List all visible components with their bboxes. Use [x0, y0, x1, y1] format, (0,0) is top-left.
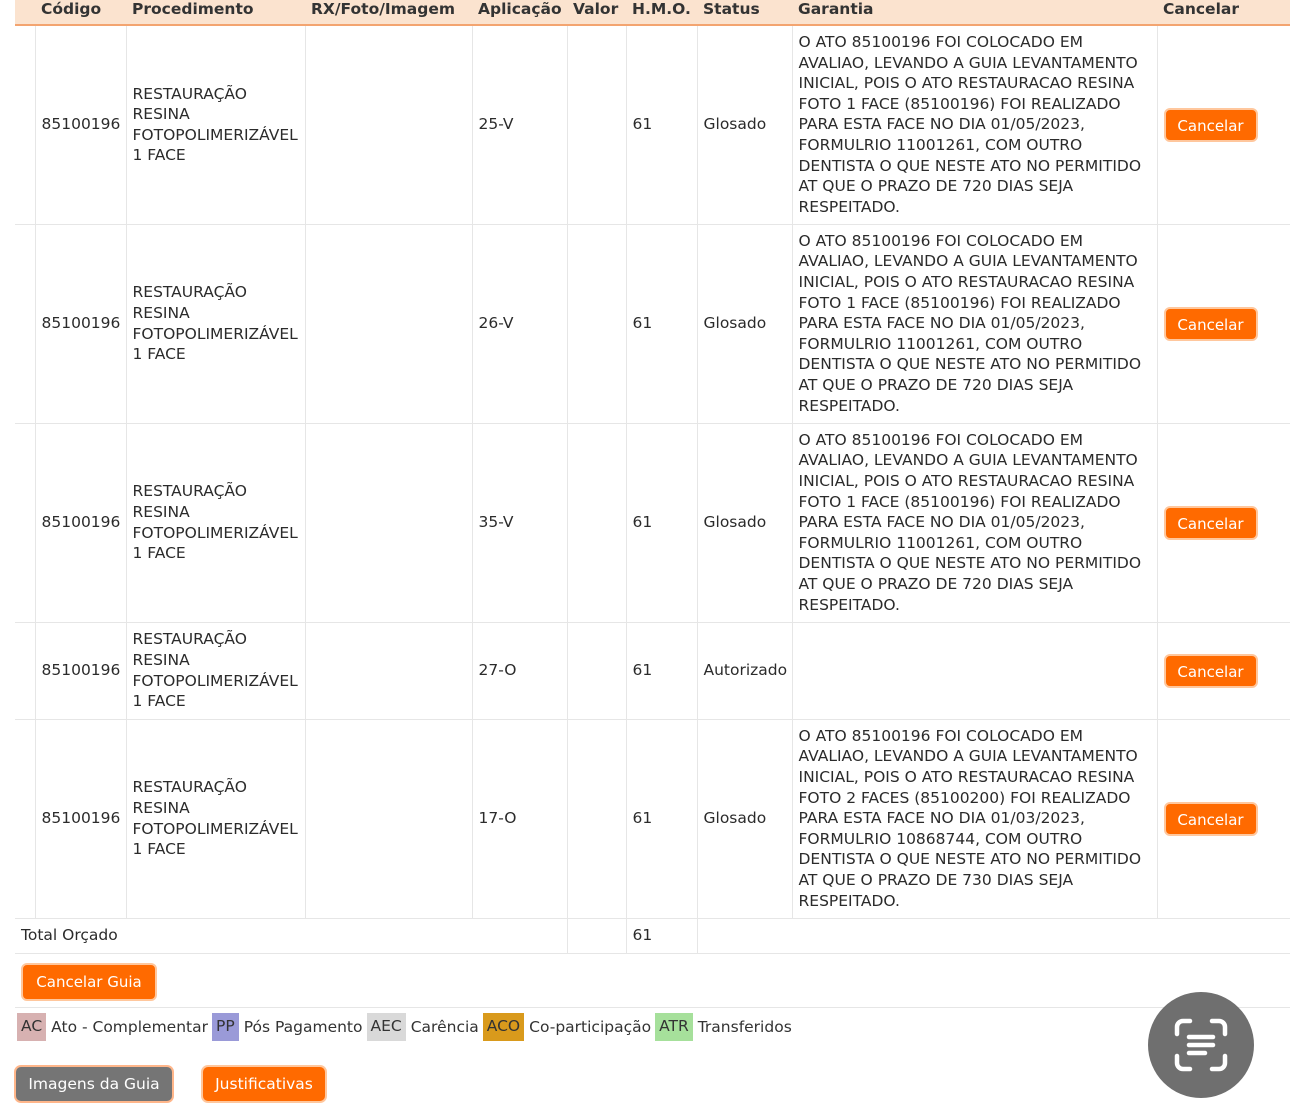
- procedure-line: RESINA: [132, 502, 190, 521]
- warranty-line: O ATO 85100196 FOI COLOCADO EM: [798, 231, 1084, 250]
- cell-hmo: 61: [626, 423, 697, 622]
- cell-application: 27-O: [472, 622, 567, 719]
- warranty-line: AVALIAO, LEVANDO A GUIA LEVANTAMENTO: [798, 252, 1138, 271]
- cell-code: 85100196: [35, 719, 126, 918]
- warranty-line: AT QUE O PRAZO DE 720 DIAS SEJA: [798, 574, 1074, 593]
- cell-application: 25-V: [472, 25, 567, 224]
- legend-code-atr: ATR: [655, 1013, 693, 1041]
- warranty-line: PARA ESTA FACE NO DIA 01/05/2023,: [798, 513, 1085, 532]
- cell-status: Autorizado: [697, 622, 792, 719]
- table-header-row: [15, 0, 1290, 25]
- cell-cancel: [1157, 224, 1290, 423]
- warranty-line: INICIAL, POIS O ATO RESTAURACAO RESINA: [798, 768, 1135, 787]
- procedure-line: FOTOPOLIMERIZÁVEL: [132, 324, 298, 343]
- cell-value: [567, 224, 626, 423]
- cell-warranty: [792, 622, 1157, 719]
- legend-label-atr: Transferidos: [697, 1018, 792, 1036]
- cancel-button[interactable]: Cancelar: [1164, 654, 1258, 688]
- cell-hmo: 61: [626, 719, 697, 918]
- cell-hmo: 61: [626, 224, 697, 423]
- procedure-line: RESTAURAÇÃO: [132, 84, 247, 103]
- warranty-line: DENTISTA O QUE NESTE ATO NO PERMITIDO: [798, 554, 1142, 573]
- procedures-table: [15, 0, 1290, 954]
- warranty-line: FOTO 1 FACE (85100196) FOI REALIZADO: [798, 293, 1121, 312]
- cell-code: 85100196: [35, 25, 126, 224]
- procedure-line: 1 FACE: [132, 692, 186, 711]
- warranty-line: O ATO 85100196 FOI COLOCADO EM: [798, 430, 1084, 449]
- cancel-guide-button[interactable]: Cancelar Guia: [21, 963, 157, 1001]
- cell-procedure: [126, 719, 305, 918]
- cell-status: Glosado: [697, 25, 792, 224]
- header-code: Código: [35, 0, 126, 25]
- justifications-button[interactable]: Justificativas: [201, 1065, 327, 1103]
- procedure-line: FOTOPOLIMERIZÁVEL: [132, 125, 298, 144]
- cell-procedure: [126, 25, 305, 224]
- cancel-button[interactable]: Cancelar: [1164, 108, 1258, 142]
- cell-warranty: [792, 719, 1157, 918]
- legend-label-aco: Co-participação: [529, 1018, 652, 1036]
- warranty-line: FOTO 2 FACES (85100200) FOI REALIZADO: [798, 788, 1131, 807]
- procedure-line: RESINA: [132, 303, 190, 322]
- table-row: [15, 622, 1290, 719]
- warranty-line: O ATO 85100196 FOI COLOCADO EM: [798, 33, 1084, 52]
- procedure-line: RESTAURAÇÃO: [132, 630, 247, 649]
- legend-label-ac: Ato - Complementar: [51, 1018, 208, 1036]
- procedure-line: 1 FACE: [132, 146, 186, 165]
- header-hmo: H.M.O.: [626, 0, 697, 25]
- legend-code-pp: PP: [212, 1013, 239, 1041]
- header-spacer: [15, 0, 35, 25]
- cell-application: 17-O: [472, 719, 567, 918]
- cell-code: 85100196: [35, 224, 126, 423]
- warranty-line: RESPEITADO.: [798, 396, 900, 415]
- row-spacer: [15, 25, 35, 224]
- cancel-button[interactable]: Cancelar: [1164, 307, 1258, 341]
- cell-application: 35-V: [472, 423, 567, 622]
- warranty-line: INICIAL, POIS O ATO RESTAURACAO RESINA: [798, 472, 1135, 491]
- table-body: [15, 25, 1290, 953]
- warranty-line: FORMULRIO 10868744, COM OUTRO: [798, 829, 1083, 848]
- cell-hmo: 61: [626, 25, 697, 224]
- total-label: Total Orçado: [15, 918, 567, 953]
- warranty-line: AT QUE O PRAZO DE 720 DIAS SEJA: [798, 375, 1074, 394]
- cell-cancel: [1157, 622, 1290, 719]
- procedure-line: 1 FACE: [132, 345, 186, 364]
- legend-label-aec: Carência: [410, 1018, 479, 1036]
- warranty-line: AVALIAO, LEVANDO A GUIA LEVANTAMENTO: [798, 747, 1138, 766]
- procedure-line: RESTAURAÇÃO: [132, 482, 247, 501]
- procedure-line: RESINA: [132, 650, 190, 669]
- cell-code: 85100196: [35, 423, 126, 622]
- warranty-line: RESPEITADO.: [798, 891, 900, 910]
- legend-code-aec: AEC: [367, 1013, 406, 1041]
- warranty-line: AVALIAO, LEVANDO A GUIA LEVANTAMENTO: [798, 451, 1138, 470]
- cell-rx: [305, 622, 472, 719]
- cell-status: Glosado: [697, 719, 792, 918]
- warranty-line: PARA ESTA FACE NO DIA 01/05/2023,: [798, 314, 1085, 333]
- header-rx: RX/Foto/Imagem: [305, 0, 472, 25]
- warranty-line: FOTO 1 FACE (85100196) FOI REALIZADO: [798, 492, 1121, 511]
- warranty-line: FORMULRIO 11001261, COM OUTRO: [798, 533, 1083, 552]
- cell-code: 85100196: [35, 622, 126, 719]
- text-scan-icon: [1172, 1016, 1230, 1074]
- total-value-cell: [567, 918, 626, 953]
- warranty-line: RESPEITADO.: [798, 197, 900, 216]
- cell-cancel: [1157, 25, 1290, 224]
- cancel-button[interactable]: Cancelar: [1164, 506, 1258, 540]
- cell-value: [567, 719, 626, 918]
- procedure-line: RESINA: [132, 105, 190, 124]
- cell-warranty: [792, 25, 1157, 224]
- warranty-line: RESPEITADO.: [798, 595, 900, 614]
- table-row: [15, 25, 1290, 224]
- warranty-line: FORMULRIO 11001261, COM OUTRO: [798, 136, 1083, 155]
- warranty-line: AVALIAO, LEVANDO A GUIA LEVANTAMENTO: [798, 53, 1138, 72]
- procedure-line: FOTOPOLIMERIZÁVEL: [132, 523, 298, 542]
- warranty-line: INICIAL, POIS O ATO RESTAURACAO RESINA: [798, 74, 1135, 93]
- cancel-guide-area: [15, 957, 1290, 1008]
- cancel-button[interactable]: Cancelar: [1164, 802, 1258, 836]
- cell-value: [567, 25, 626, 224]
- cell-rx: [305, 423, 472, 622]
- text-scan-button[interactable]: [1148, 992, 1254, 1098]
- header-procedure: Procedimento: [126, 0, 305, 25]
- header-value: Valor: [567, 0, 626, 25]
- warranty-line: DENTISTA O QUE NESTE ATO NO PERMITIDO: [798, 156, 1142, 175]
- guide-images-button[interactable]: Imagens da Guia: [14, 1065, 174, 1103]
- warranty-line: DENTISTA O QUE NESTE ATO NO PERMITIDO: [798, 850, 1142, 869]
- header-status: Status: [697, 0, 792, 25]
- warranty-line: PARA ESTA FACE NO DIA 01/03/2023,: [798, 809, 1085, 828]
- procedure-line: RESTAURAÇÃO: [132, 778, 247, 797]
- warranty-line: FOTO 1 FACE (85100196) FOI REALIZADO: [798, 94, 1121, 113]
- status-legend: [17, 1013, 796, 1041]
- cell-procedure: [126, 622, 305, 719]
- procedure-line: FOTOPOLIMERIZÁVEL: [132, 671, 298, 690]
- row-spacer: [15, 719, 35, 918]
- cell-cancel: [1157, 423, 1290, 622]
- warranty-line: AT QUE O PRAZO DE 730 DIAS SEJA: [798, 870, 1074, 889]
- row-spacer: [15, 423, 35, 622]
- header-warranty: Garantia: [792, 0, 1157, 25]
- procedure-line: 1 FACE: [132, 544, 186, 563]
- warranty-line: INICIAL, POIS O ATO RESTAURACAO RESINA: [798, 273, 1135, 292]
- cell-hmo: 61: [626, 622, 697, 719]
- cell-value: [567, 423, 626, 622]
- total-filler: [697, 918, 1290, 953]
- total-row: [15, 918, 1290, 953]
- cell-application: 26-V: [472, 224, 567, 423]
- table-row: [15, 423, 1290, 622]
- cell-cancel: [1157, 719, 1290, 918]
- cell-value: [567, 622, 626, 719]
- table-row: [15, 224, 1290, 423]
- header-application: Aplicação: [472, 0, 567, 25]
- cell-rx: [305, 224, 472, 423]
- cell-procedure: [126, 423, 305, 622]
- procedure-line: 1 FACE: [132, 840, 186, 859]
- table-row: [15, 719, 1290, 918]
- procedure-line: FOTOPOLIMERIZÁVEL: [132, 819, 298, 838]
- warranty-line: DENTISTA O QUE NESTE ATO NO PERMITIDO: [798, 355, 1142, 374]
- cell-warranty: [792, 423, 1157, 622]
- total-hmo: 61: [626, 918, 697, 953]
- cell-rx: [305, 25, 472, 224]
- cell-status: Glosado: [697, 423, 792, 622]
- legend-label-pp: Pós Pagamento: [243, 1018, 363, 1036]
- cell-status: Glosado: [697, 224, 792, 423]
- legend-code-aco: ACO: [483, 1013, 524, 1041]
- row-spacer: [15, 622, 35, 719]
- header-cancel: Cancelar: [1157, 0, 1290, 25]
- warranty-line: AT QUE O PRAZO DE 720 DIAS SEJA: [798, 177, 1074, 196]
- cell-procedure: [126, 224, 305, 423]
- procedure-line: RESINA: [132, 798, 190, 817]
- legend-code-ac: AC: [17, 1013, 46, 1041]
- warranty-line: PARA ESTA FACE NO DIA 01/05/2023,: [798, 115, 1085, 134]
- row-spacer: [15, 224, 35, 423]
- cell-warranty: [792, 224, 1157, 423]
- cell-rx: [305, 719, 472, 918]
- procedure-line: RESTAURAÇÃO: [132, 283, 247, 302]
- warranty-line: O ATO 85100196 FOI COLOCADO EM: [798, 726, 1084, 745]
- warranty-line: FORMULRIO 11001261, COM OUTRO: [798, 334, 1083, 353]
